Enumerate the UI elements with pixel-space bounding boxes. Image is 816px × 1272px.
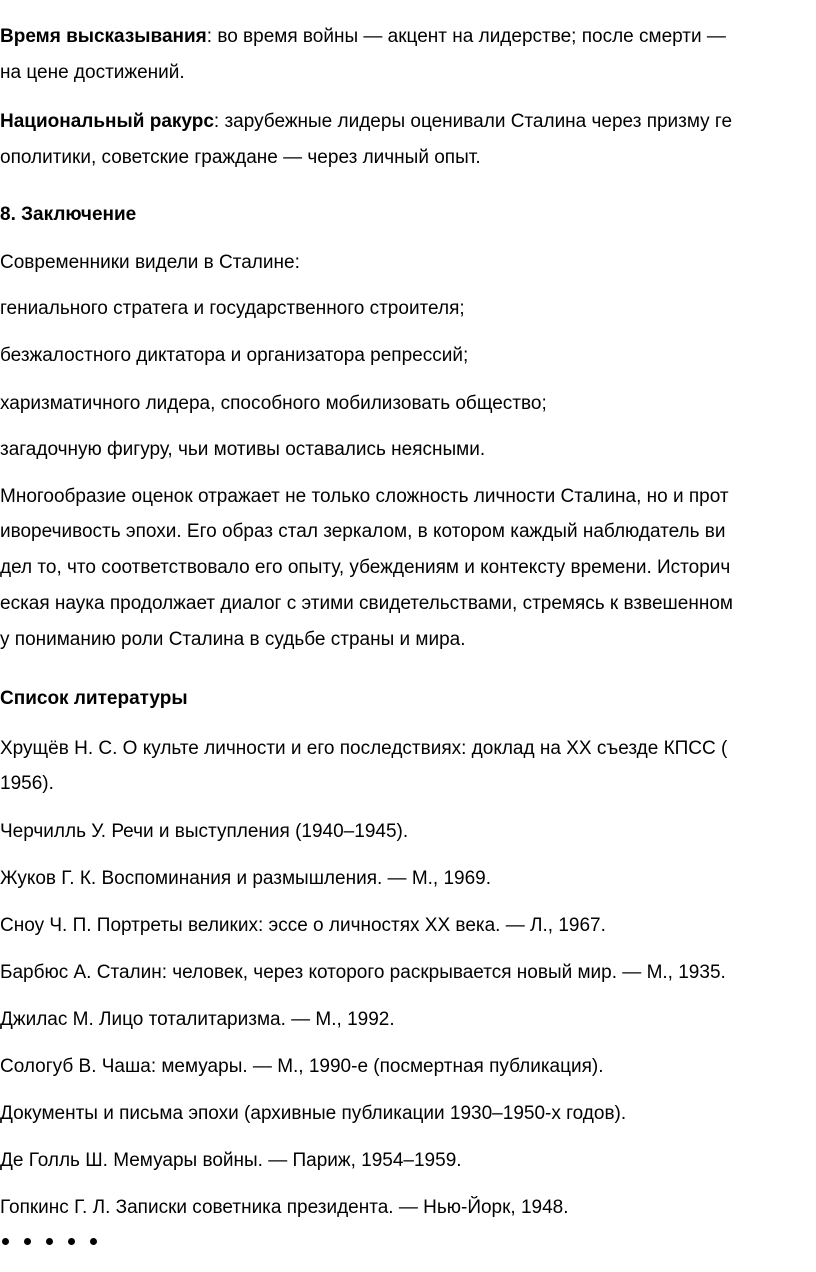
bullet-dot-icon bbox=[90, 1238, 97, 1245]
paragraph-line: еская наука продолжает диалог с этими свидетельствами, стремясь к взвешенном bbox=[0, 593, 733, 614]
bullet-dot-icon bbox=[24, 1238, 31, 1245]
reference-item: Сологуб В. Чаша: мемуары. — М., 1990-е (посмертная публикация). bbox=[0, 1056, 604, 1077]
term-national-perspective: Национальный ракурс bbox=[0, 111, 214, 132]
list-item: безжалостного диктатора и организатора репрессий; bbox=[0, 345, 469, 366]
paragraph-national-perspective bbox=[0, 110, 816, 134]
text-line: ополитики, советские граждане — через личный опыт. bbox=[0, 147, 481, 168]
section-heading-references: Список литературы bbox=[0, 688, 188, 709]
paragraph-line: дел то, что соответствовало его опыту, убеждениям и контексту времени. Историч bbox=[0, 557, 731, 578]
reference-item: Хрущёв Н. С. О культе личности и его последствиях: доклад на XX съезде КПСС ( bbox=[0, 738, 728, 759]
section-heading-conclusion: 8. Заключение bbox=[0, 204, 137, 225]
reference-item: Де Голль Ш. Мемуары войны. — Париж, 1954–1959. bbox=[0, 1150, 462, 1171]
text-national-perspective: : зарубежные лидеры оценивали Сталина через призму ге bbox=[213, 111, 733, 132]
bullet-dots bbox=[0, 1231, 120, 1251]
text-time-of-statement: : во время войны — акцент на лидерстве; после смерти — bbox=[206, 26, 726, 47]
reference-item: Гопкинс Г. Л. Записки советника президента. — Нью-Йорк, 1948. bbox=[0, 1197, 569, 1218]
term-time-of-statement: Время высказывания bbox=[0, 26, 207, 47]
reference-item: Жуков Г. К. Воспоминания и размышления. — М., 1969. bbox=[0, 868, 492, 889]
reference-item: Черчилль У. Речи и выступления (1940–1945). bbox=[0, 821, 409, 842]
list-item: гениального стратега и государственного строителя; bbox=[0, 298, 465, 319]
list-item: харизматичного лидера, способного мобилизовать общество; bbox=[0, 393, 547, 414]
bullet-dot-icon bbox=[46, 1238, 53, 1245]
paragraph-line: Многообразие оценок отражает не только сложность личности Сталина, но и прот bbox=[0, 486, 729, 507]
paragraph-time-of-statement bbox=[0, 25, 816, 49]
reference-item-continuation: 1956). bbox=[0, 773, 54, 794]
paragraph-line: у пониманию роли Сталина в судьбе страны и мира. bbox=[0, 629, 466, 650]
reference-item: Документы и письма эпохи (архивные публикации 1930–1950-х годов). bbox=[0, 1103, 627, 1124]
conclusion-intro: Современники видели в Сталине: bbox=[0, 252, 300, 273]
reference-item: Джилас М. Лицо тоталитаризма. — М., 1992. bbox=[0, 1009, 395, 1030]
text-line: на цене достижений. bbox=[0, 62, 185, 83]
bullet-dot-icon bbox=[2, 1238, 9, 1245]
paragraph-line: иворечивость эпохи. Его образ стал зеркалом, в котором каждый наблюдатель ви bbox=[0, 521, 726, 542]
bullet-dot-icon bbox=[68, 1238, 75, 1245]
reference-item: Барбюс А. Сталин: человек, через которого раскрывается новый мир. — М., 1935. bbox=[0, 962, 726, 983]
list-item: загадочную фигуру, чьи мотивы оставались неясными. bbox=[0, 439, 486, 460]
reference-item: Сноу Ч. П. Портреты великих: эссе о личностях XX века. — Л., 1967. bbox=[0, 915, 606, 936]
